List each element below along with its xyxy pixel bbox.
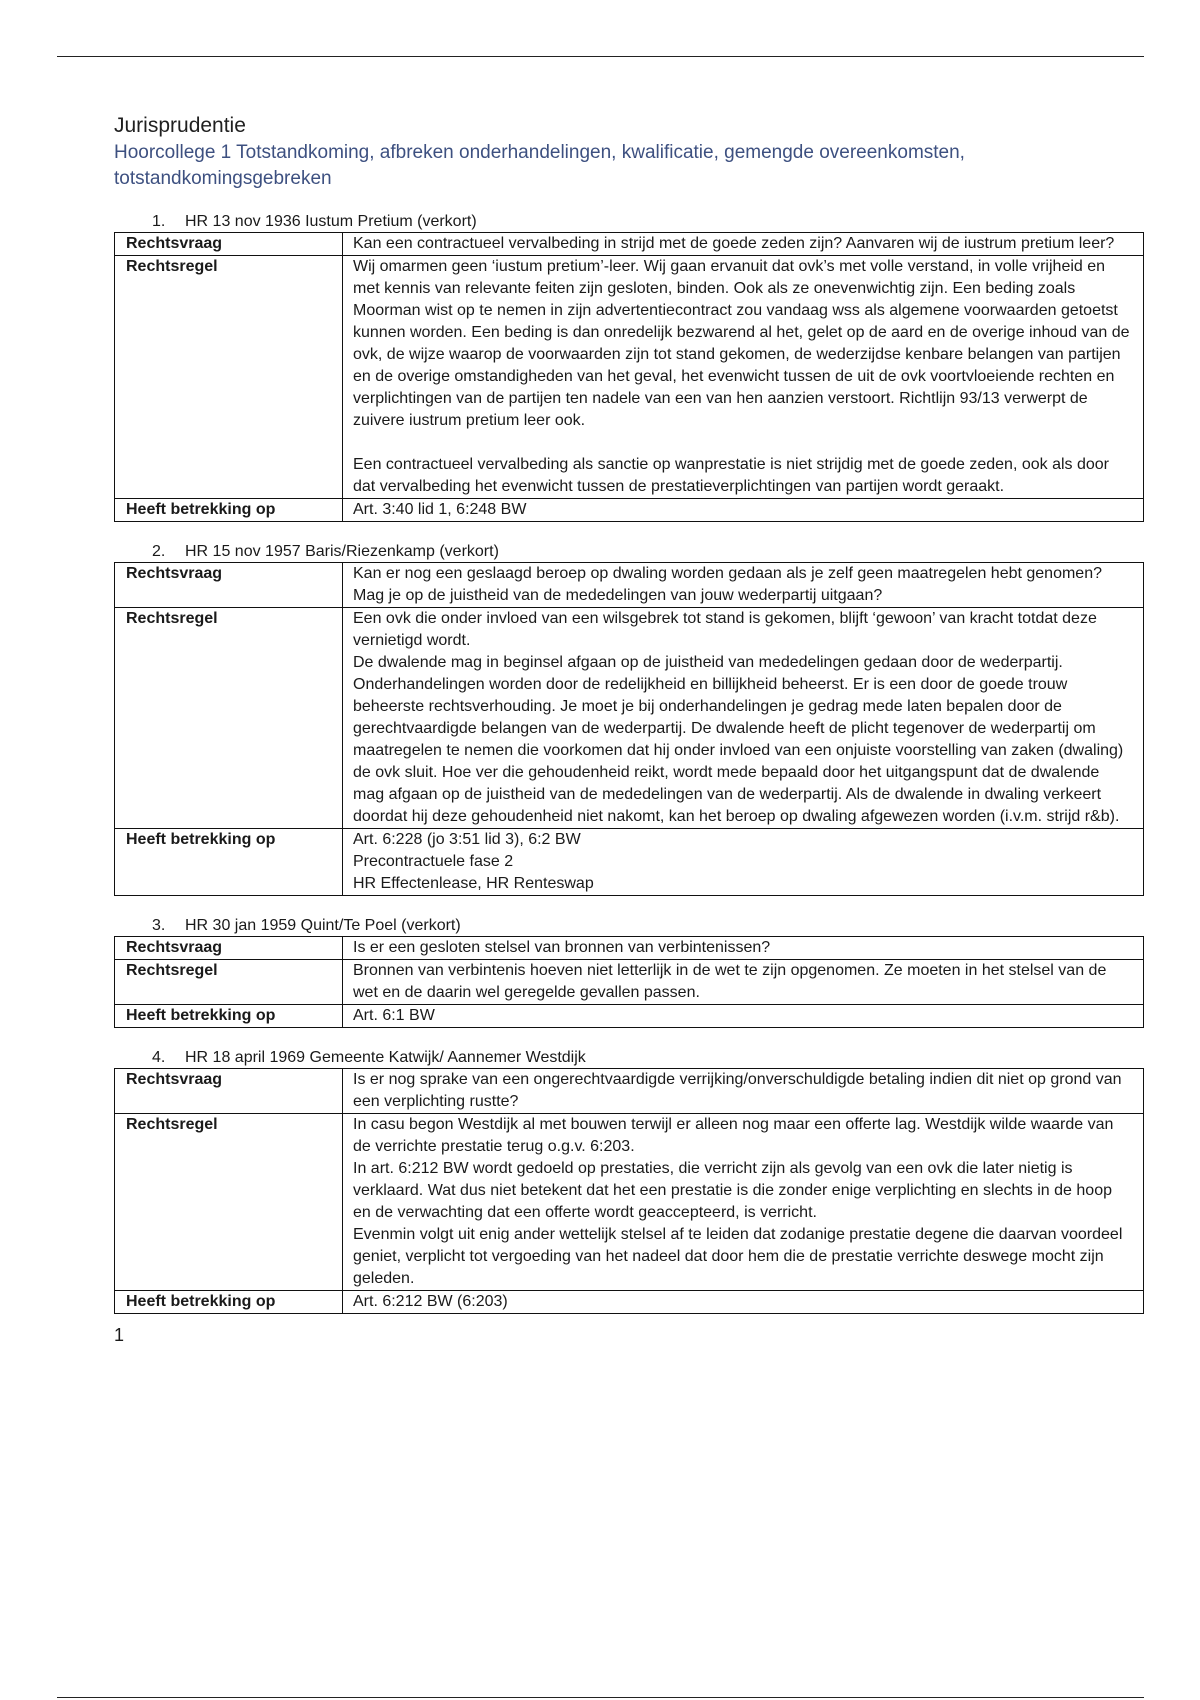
row-label-rechtsregel: Rechtsregel <box>115 256 343 499</box>
table-row-rechtsregel <box>115 960 1144 1005</box>
case-section <box>114 916 1144 1028</box>
case-list <box>114 212 1144 1314</box>
case-number: 2. <box>152 543 166 560</box>
row-label-rechtsregel: Rechtsregel <box>115 608 343 829</box>
paragraph: Wij omarmen geen ‘iustum pretium’-leer. Wij gaan ervanuit dat ovk’s met volle verstand, in volle vrijheid en met kennis van relevante feiten zijn gesloten, binden. Ook als ze onevenwichtig zijn. Een beding zoals Moorman wist op te nemen in zijn advertentiecontract zou vandaag wss als algemene voorwaarden getoetst kunnen worden. Een beding is dan onredelijk bezwarend al het, gelet op de aard en de overige inhoud van de ovk, de wijze waarop de voorwaarden zijn tot stand gekomen, de wederzijdse kenbare belangen van partijen en de overige omstandigheden van het geval, het evenwicht tussen de uit de ovk voortvloeiende rechten en verplichtingen van de partijen ten nadele van een van hen aanzien verstoort. Richtlijn 93/13 verwerpt de zuivere iustrum pretium leer ook. <box>353 258 1130 429</box>
row-value-rechtsregel <box>343 960 1144 1005</box>
case-title: HR 13 nov 1936 Iustum Pretium (verkort) <box>185 213 477 230</box>
row-label-rechtsvraag: Rechtsvraag <box>115 937 343 960</box>
row-value-rechtsregel <box>343 256 1144 499</box>
row-label-rechtsvraag: Rechtsvraag <box>115 233 343 256</box>
row-label-rechtsregel: Rechtsregel <box>115 960 343 1005</box>
case-table <box>114 1068 1144 1314</box>
row-value-rechtsregel <box>343 1114 1144 1291</box>
row-value-rechtsvraag <box>343 1069 1144 1114</box>
page-number: 1 <box>114 1325 125 1345</box>
paragraph: Bronnen van verbintenis hoeven niet letterlijk in de wet te zijn opgenomen. Ze moeten in het stelsel van de wet en de daarin wel geregelde gevallen passen. <box>353 962 1107 1001</box>
case-title: HR 18 april 1969 Gemeente Katwijk/ Aannemer Westdijk <box>185 1049 586 1066</box>
case-table <box>114 562 1144 896</box>
table-row-rechtsvraag <box>115 563 1144 608</box>
paragraph: Mag je op de juistheid van de mededelingen van jouw wederpartij uitgaan? <box>353 587 883 604</box>
paragraph: Is er een gesloten stelsel van bronnen van verbintenissen? <box>353 939 771 956</box>
row-label-rechtsregel: Rechtsregel <box>115 1114 343 1291</box>
row-label-rechtsvraag: Rechtsvraag <box>115 563 343 608</box>
case-table <box>114 232 1144 522</box>
row-value-betrekking <box>343 1291 1144 1314</box>
case-heading <box>114 542 1144 562</box>
row-label-betrekking: Heeft betrekking op <box>115 499 343 522</box>
header-rule <box>57 56 1144 57</box>
paragraph: De dwalende mag in beginsel afgaan op de juistheid van mededelingen gedaan door de wederpartij. <box>353 654 1063 671</box>
case-title: HR 15 nov 1957 Baris/Riezenkamp (verkort) <box>185 543 499 560</box>
paragraph: Precontractuele fase 2 <box>353 853 514 870</box>
document-title: Jurisprudentie <box>114 114 246 137</box>
paragraph: Art. 6:228 (jo 3:51 lid 3), 6:2 BW <box>353 831 581 848</box>
case-heading <box>114 212 1144 232</box>
table-row-rechtsregel <box>115 608 1144 829</box>
table-row-betrekking <box>115 829 1144 896</box>
row-value-rechtsvraag <box>343 563 1144 608</box>
footer-rule <box>57 1697 1144 1698</box>
case-section <box>114 1048 1144 1314</box>
paragraph: In casu begon Westdijk al met bouwen terwijl er alleen nog maar een offerte lag. Westdijk wilde waarde van de verrichte prestatie terug o.g.v. 6:203. <box>353 1116 1114 1155</box>
row-value-rechtsvraag <box>343 233 1144 256</box>
table-row-betrekking <box>115 1005 1144 1028</box>
row-label-betrekking: Heeft betrekking op <box>115 1005 343 1028</box>
paragraph: Evenmin volgt uit enig ander wettelijk stelsel af te leiden dat zodanige prestatie degene die daarvan voordeel geniet, verplicht tot vergoeding van het nadeel dat door hem die de prestatie verrichte deswege mocht zijn geleden. <box>353 1226 1123 1287</box>
paragraph: In art. 6:212 BW wordt gedoeld op prestaties, die verricht zijn als gevolg van een ovk die later nietig is verklaard. Wat dus niet betekent dat het een prestatie is die zonder enige verplichting en slechts in de hoop en de verwachting dat een offerte wordt geaccepteerd, is verricht. <box>353 1160 1112 1221</box>
paragraph: Art. 3:40 lid 1, 6:248 BW <box>353 501 527 518</box>
case-table <box>114 936 1144 1028</box>
row-label-betrekking: Heeft betrekking op <box>115 1291 343 1314</box>
row-value-betrekking <box>343 1005 1144 1028</box>
row-label-rechtsvraag: Rechtsvraag <box>115 1069 343 1114</box>
document-subtitle: Hoorcollege 1 Totstandkoming, afbreken onderhandelingen, kwalificatie, gemengde overeenkomsten, totstandkomingsgebreken <box>114 142 965 189</box>
paragraph: Kan een contractueel vervalbeding in strijd met de goede zeden zijn? Aanvaren wij de iustrum pretium leer? <box>353 235 1115 252</box>
row-value-betrekking <box>343 499 1144 522</box>
paragraph: Een contractueel vervalbeding als sanctie op wanprestatie is niet strijdig met de goede zeden, ook als door dat vervalbeding het evenwicht tussen de prestatieverplichtingen van partijen wordt geraakt. <box>353 456 1110 495</box>
case-section <box>114 212 1144 522</box>
case-number: 1. <box>152 213 166 230</box>
case-number: 3. <box>152 917 166 934</box>
table-row-rechtsregel <box>115 256 1144 499</box>
table-row-rechtsregel <box>115 1114 1144 1291</box>
paragraph-gap <box>353 432 1133 454</box>
row-value-betrekking <box>343 829 1144 896</box>
paragraph: Is er nog sprake van een ongerechtvaardigde verrijking/onverschuldigde betaling indien dit niet op grond van een verplichting rustte? <box>353 1071 1122 1110</box>
table-row-betrekking <box>115 499 1144 522</box>
paragraph: Een ovk die onder invloed van een wilsgebrek tot stand is gekomen, blijft ‘gewoon’ van kracht totdat deze vernietigd wordt. <box>353 610 1097 649</box>
row-value-rechtsvraag <box>343 937 1144 960</box>
case-heading <box>114 1048 1144 1068</box>
row-value-rechtsregel <box>343 608 1144 829</box>
paragraph: Art. 6:1 BW <box>353 1007 435 1024</box>
case-section <box>114 542 1144 896</box>
paragraph: Onderhandelingen worden door de redelijkheid en billijkheid beheerst. Er is een door de goede trouw beheerste rechtsverhouding. Je moet je bij onderhandelingen je gedrag mede laten bepalen door de gerechtvaardigde belangen van de wederpartij. De dwalende heeft de plicht tegenover de wederpartij om maatregelen te nemen die voorkomen dat hij onder invloed van een onjuiste voorstelling van zaken (dwaling) de ovk sluit. Hoe ver die gehoudenheid reikt, wordt mede bepaald door het uitgangspunt dat de dwalende mag afgaan op de juistheid van de mededelingen van de wederpartij. Als de dwalende in dwaling verkeert doordat hij deze gehoudenheid niet nakomt, kan het beroep op dwaling afgewezen worden (i.v.m. strijd r&b). <box>353 676 1124 825</box>
table-row-rechtsvraag <box>115 937 1144 960</box>
case-title: HR 30 jan 1959 Quint/Te Poel (verkort) <box>185 917 461 934</box>
document-body <box>114 113 1144 1346</box>
case-heading <box>114 916 1144 936</box>
paragraph: HR Effectenlease, HR Renteswap <box>353 875 594 892</box>
table-row-rechtsvraag <box>115 1069 1144 1114</box>
paragraph: Art. 6:212 BW (6:203) <box>353 1293 508 1310</box>
row-label-betrekking: Heeft betrekking op <box>115 829 343 896</box>
case-number: 4. <box>152 1049 166 1066</box>
table-row-betrekking <box>115 1291 1144 1314</box>
paragraph: Kan er nog een geslaagd beroep op dwaling worden gedaan als je zelf geen maatregelen hebt genomen? <box>353 565 1102 582</box>
table-row-rechtsvraag <box>115 233 1144 256</box>
